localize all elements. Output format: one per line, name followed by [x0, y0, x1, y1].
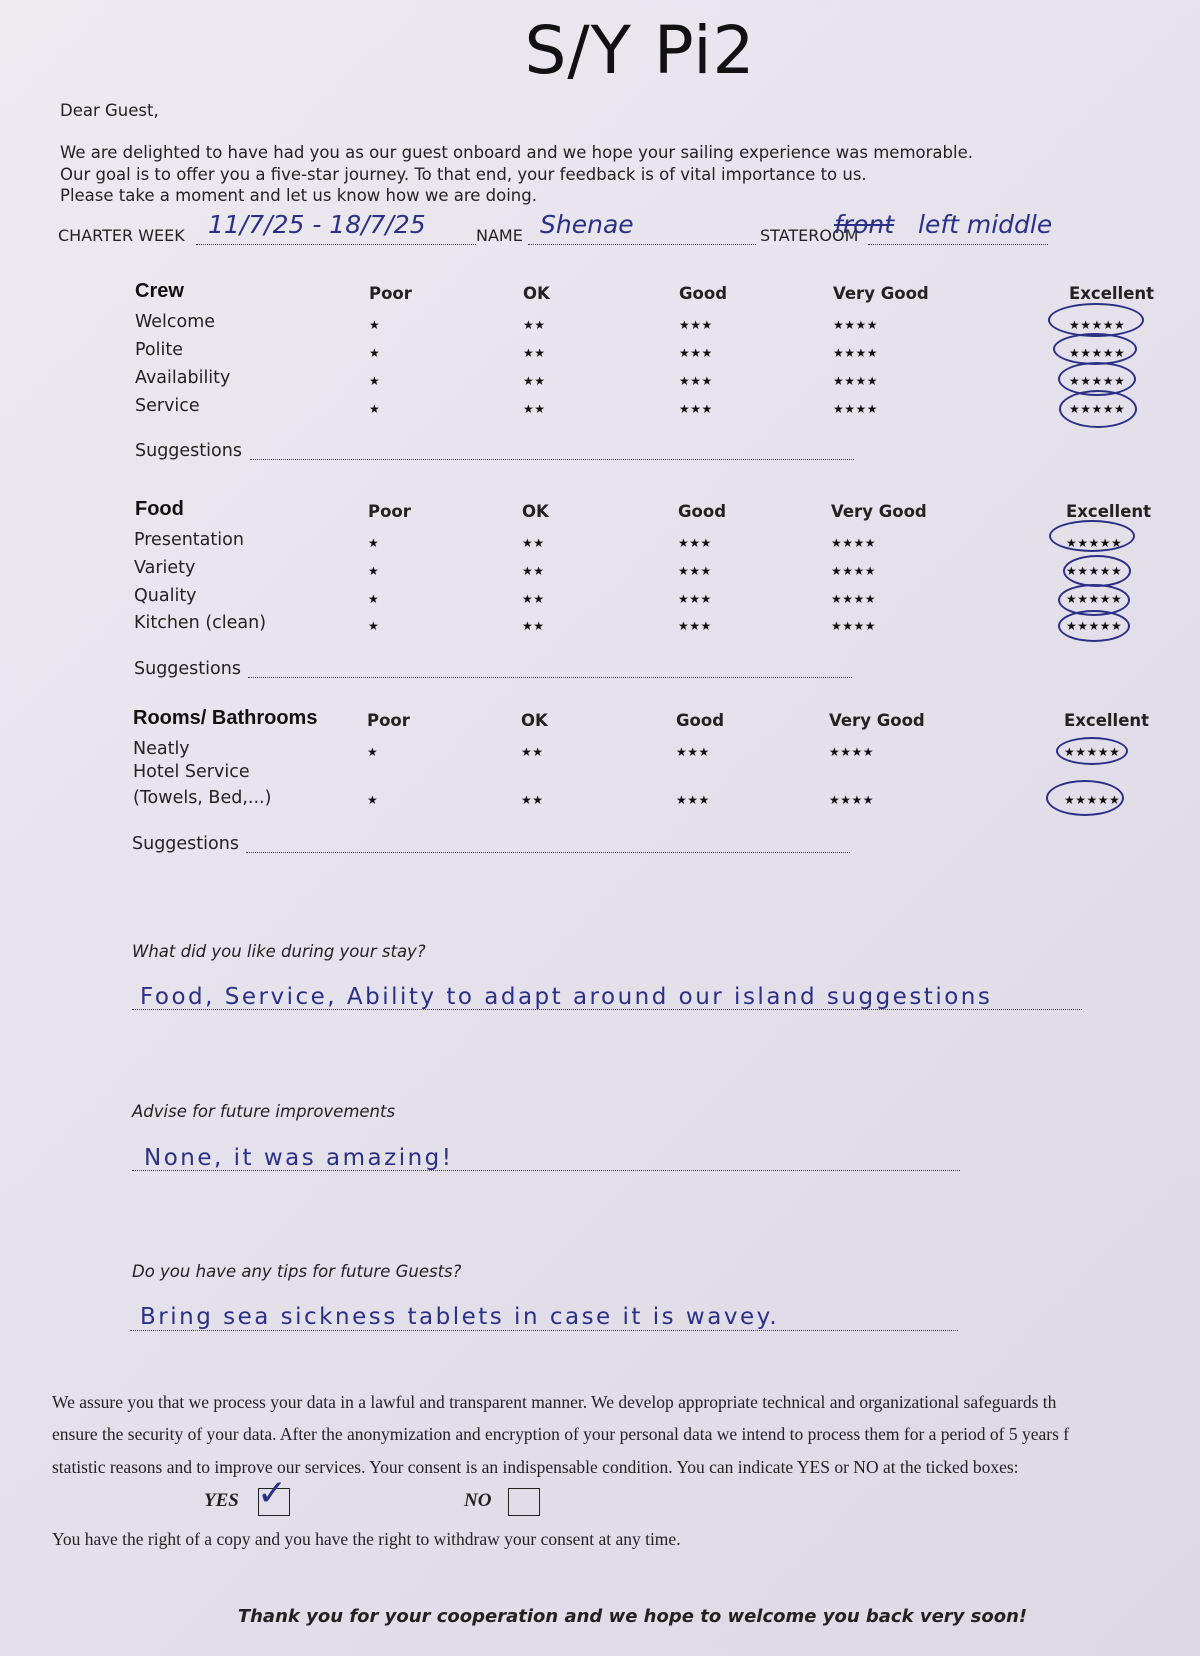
intro-line-1: We are delighted to have had you as our guest onboard and we hope your sailing experience was memorable. — [60, 143, 973, 162]
star-rating-3[interactable]: ★★★ — [679, 402, 713, 416]
star-rating-4[interactable]: ★★★★ — [831, 619, 877, 633]
col-head-very-good: Very Good — [829, 711, 925, 730]
col-head-very-good: Very Good — [833, 284, 929, 303]
question-improvements: Advise for future improvements — [132, 1102, 396, 1121]
consent-yes-checkbox[interactable] — [257, 1473, 290, 1516]
question-liked: What did you like during your stay? — [132, 942, 426, 961]
col-head-excellent: Excellent — [1069, 284, 1155, 303]
col-head-poor: Poor — [369, 284, 412, 303]
stateroom-value: left middle — [918, 210, 1053, 239]
stateroom-field[interactable] — [868, 244, 1048, 245]
star-rating-5[interactable]: ★★★★★ — [1066, 592, 1123, 606]
crew-row-welcome: Welcome — [135, 312, 216, 332]
star-rating-2[interactable]: ★★ — [522, 564, 545, 578]
star-rating-3[interactable]: ★★★ — [678, 536, 712, 550]
charter-week-value: 11/7/25 - 18/7/25 — [208, 210, 426, 239]
star-rating-1[interactable]: ★ — [369, 402, 381, 416]
consent-no-label: NO — [464, 1490, 492, 1511]
rooms-suggestions-label: Suggestions — [132, 834, 239, 854]
star-rating-1[interactable]: ★ — [367, 793, 379, 807]
food-row-quality: Quality — [134, 586, 197, 606]
star-rating-5[interactable]: ★★★★★ — [1069, 374, 1126, 388]
star-rating-2[interactable]: ★★ — [521, 745, 544, 759]
star-rating-2[interactable]: ★★ — [522, 592, 545, 606]
col-head-ok: OK — [521, 711, 548, 730]
food-row-presentation: Presentation — [134, 530, 244, 550]
star-rating-2[interactable]: ★★ — [523, 346, 546, 360]
question-tips: Do you have any tips for future Guests? — [132, 1262, 462, 1281]
charter-week-label: CHARTER WEEK — [58, 226, 185, 245]
star-rating-5[interactable]: ★★★★★ — [1064, 745, 1121, 759]
col-head-excellent: Excellent — [1064, 711, 1150, 730]
rooms-suggestions-field[interactable] — [246, 852, 850, 853]
star-rating-1[interactable]: ★ — [368, 592, 380, 606]
star-rating-1[interactable]: ★ — [368, 619, 380, 633]
name-value: Shenae — [540, 210, 634, 239]
col-head-good: Good — [678, 502, 727, 521]
section-title-food: Food — [135, 498, 184, 520]
star-rating-1[interactable]: ★ — [367, 745, 379, 759]
star-rating-5[interactable]: ★★★★★ — [1066, 564, 1123, 578]
star-rating-3[interactable]: ★★★ — [679, 318, 713, 332]
selection-circle — [1058, 610, 1130, 642]
crew-suggestions-label: Suggestions — [135, 441, 242, 461]
star-rating-4[interactable]: ★★★★ — [829, 793, 875, 807]
star-rating-5[interactable]: ★★★★★ — [1069, 318, 1126, 332]
answer-tips-field[interactable] — [130, 1330, 958, 1331]
col-head-good: Good — [679, 284, 728, 303]
name-label: NAME — [476, 226, 523, 245]
yacht-title: S/Y Pi2 — [524, 12, 756, 89]
col-head-excellent: Excellent — [1066, 502, 1152, 521]
star-rating-5[interactable]: ★★★★★ — [1064, 793, 1121, 807]
selection-circle — [1053, 333, 1137, 365]
col-head-poor: Poor — [368, 502, 411, 521]
rooms-row-hotel-service-detail: (Towels, Bed,...) — [133, 788, 272, 808]
crew-row-polite: Polite — [135, 340, 183, 360]
answer-tips: Bring sea sickness tablets in case it is wavey. — [140, 1304, 780, 1330]
food-suggestions-label: Suggestions — [134, 659, 241, 679]
star-rating-1[interactable]: ★ — [368, 536, 380, 550]
star-rating-3[interactable]: ★★★ — [676, 745, 710, 759]
star-rating-1[interactable]: ★ — [368, 564, 380, 578]
food-row-variety: Variety — [134, 558, 196, 578]
star-rating-5[interactable]: ★★★★★ — [1066, 619, 1123, 633]
selection-circle — [1049, 520, 1135, 552]
rooms-row-hotel-service: Hotel Service — [133, 762, 250, 782]
answer-improvements: None, it was amazing! — [144, 1145, 454, 1171]
food-suggestions-field[interactable] — [248, 677, 852, 678]
star-rating-3[interactable]: ★★★ — [678, 564, 712, 578]
star-rating-5[interactable]: ★★★★★ — [1066, 536, 1123, 550]
selection-circle — [1056, 737, 1128, 765]
intro-line-2: Our goal is to offer you a five-star journey. To that end, your feedback is of vital importance to us. — [60, 165, 867, 184]
stateroom-label: STATEROOM — [760, 226, 859, 245]
star-rating-3[interactable]: ★★★ — [679, 346, 713, 360]
star-rating-1[interactable]: ★ — [369, 374, 381, 388]
rooms-row-neatly: Neatly — [133, 739, 190, 759]
star-rating-4[interactable]: ★★★★ — [833, 402, 879, 416]
intro-line-3: Please take a moment and let us know how we are doing. — [60, 186, 537, 205]
col-head-poor: Poor — [367, 711, 410, 730]
food-row-kitchen: Kitchen (clean) — [134, 613, 267, 633]
col-head-good: Good — [676, 711, 725, 730]
star-rating-3[interactable]: ★★★ — [676, 793, 710, 807]
star-rating-2[interactable]: ★★ — [522, 536, 545, 550]
star-rating-5[interactable]: ★★★★★ — [1069, 346, 1126, 360]
star-rating-2[interactable]: ★★ — [522, 619, 545, 633]
selection-circle — [1048, 303, 1144, 337]
star-rating-4[interactable]: ★★★★ — [829, 745, 875, 759]
crew-row-service: Service — [135, 396, 200, 416]
consent-yes-label: YES — [204, 1490, 239, 1511]
answer-liked: Food, Service, Ability to adapt around our island suggestions — [140, 984, 993, 1010]
selection-circle — [1059, 390, 1137, 428]
star-rating-5[interactable]: ★★★★★ — [1069, 402, 1126, 416]
star-rating-1[interactable]: ★ — [369, 318, 381, 332]
rights-line: You have the right of a copy and you have the right to withdraw your consent at any time. — [52, 1529, 681, 1549]
star-rating-3[interactable]: ★★★ — [678, 592, 712, 606]
star-rating-3[interactable]: ★★★ — [678, 619, 712, 633]
star-rating-2[interactable]: ★★ — [523, 318, 546, 332]
col-head-very-good: Very Good — [831, 502, 927, 521]
star-rating-4[interactable]: ★★★★ — [833, 346, 879, 360]
star-rating-4[interactable]: ★★★★ — [831, 592, 877, 606]
crew-suggestions-field[interactable] — [250, 459, 854, 460]
greeting: Dear Guest, — [60, 101, 159, 120]
legal-line-2: ensure the security of your data. After the anonymization and encryption of your personal data we intend to process them for a period of 5 years f — [52, 1424, 1070, 1444]
legal-line-1: We assure you that we process your data in a lawful and transparent manner. We develop appropriate technical and organizational safeguards th — [52, 1392, 1057, 1412]
section-title-crew: Crew — [135, 280, 184, 302]
star-rating-4[interactable]: ★★★★ — [833, 374, 879, 388]
star-rating-4[interactable]: ★★★★ — [831, 536, 877, 550]
star-rating-4[interactable]: ★★★★ — [833, 318, 879, 332]
star-rating-4[interactable]: ★★★★ — [831, 564, 877, 578]
charter-info-line — [58, 210, 1058, 250]
col-head-ok: OK — [523, 284, 550, 303]
charter-week-field[interactable] — [196, 244, 476, 245]
stateroom-struck-value: front — [834, 210, 895, 239]
star-rating-2[interactable]: ★★ — [523, 374, 546, 388]
crew-row-availability: Availability — [135, 368, 231, 388]
name-field[interactable] — [528, 244, 756, 245]
checkmark-icon: ✓ — [257, 1473, 288, 1514]
col-head-ok: OK — [522, 502, 549, 521]
star-rating-2[interactable]: ★★ — [523, 402, 546, 416]
star-rating-3[interactable]: ★★★ — [679, 374, 713, 388]
closing-message: Thank you for your cooperation and we hope to welcome you back very soon! — [237, 1606, 1028, 1627]
legal-line-3: statistic reasons and to improve our services. Your consent is an indispensable condition. You can indicate YES or NO at the ticked boxes: — [52, 1457, 1019, 1477]
star-rating-1[interactable]: ★ — [369, 346, 381, 360]
consent-no-checkbox[interactable] — [508, 1488, 540, 1516]
star-rating-2[interactable]: ★★ — [521, 793, 544, 807]
section-title-rooms: Rooms/ Bathrooms — [133, 707, 318, 729]
selection-circle — [1046, 780, 1124, 816]
selection-circle — [1063, 555, 1131, 587]
